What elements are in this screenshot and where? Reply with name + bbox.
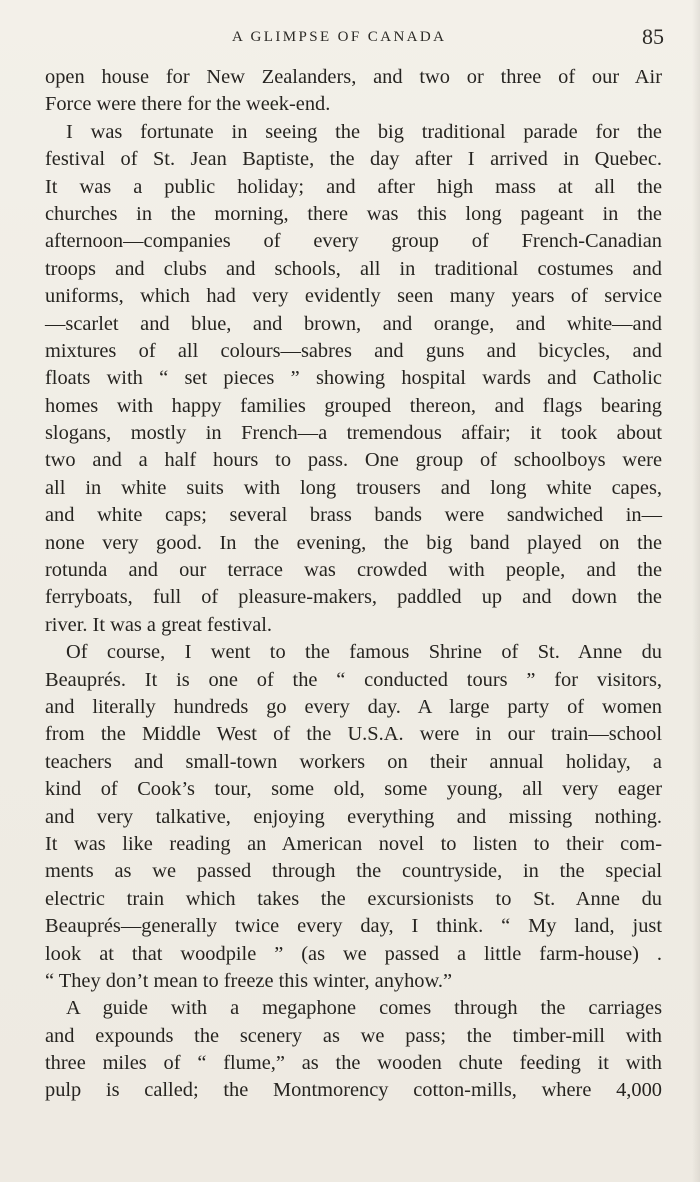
text-line: and very talkative, enjoying everything and missing nothing. — [45, 805, 662, 828]
text-line: afternoon—companies of every group of French-Canadian — [45, 230, 662, 253]
text-line: Of course, I went to the famous Shrine of St. Anne du — [66, 641, 662, 664]
text-line: homes with happy families grouped thereon, and flags bearing — [45, 394, 662, 417]
text-line: “ They don’t mean to freeze this winter, anyhow.” — [45, 969, 453, 992]
text-line: It was a public holiday; and after high mass at all the — [45, 175, 662, 198]
body-text — [45, 64, 662, 1105]
text-line: none very good. In the evening, the big band played on the — [45, 531, 662, 554]
text-line: and expounds the scenery as we pass; the timber-mill with — [45, 1024, 662, 1047]
text-line: ments as we passed through the countryside, in the special — [45, 860, 662, 883]
text-line: open house for New Zealanders, and two or three of our Air — [45, 66, 662, 88]
running-head-title: A GLIMPSE OF CANADA — [232, 29, 447, 45]
text-line: I was fortunate in seeing the big traditional parade for the — [66, 120, 662, 143]
text-line: uniforms, which had very evidently seen many years of service — [45, 285, 662, 308]
text-line: river. It was a great festival. — [45, 613, 273, 636]
text-line: slogans, mostly in French—a tremendous affair; it took about — [45, 422, 662, 445]
text-line: and white caps; several brass bands were sandwiched in— — [45, 504, 662, 527]
text-line: ferryboats, full of pleasure-makers, paddled up and down the — [45, 586, 662, 609]
text-line: mixtures of all colours—sabres and guns and bicycles, and — [45, 339, 662, 362]
text-line: two and a half hours to pass. One group of schoolboys were — [45, 449, 662, 472]
text-line: teachers and small-town workers on their annual holiday, a — [45, 750, 662, 773]
text-line: —scarlet and blue, and brown, and orange, and white—and — [45, 312, 662, 335]
text-line: A guide with a megaphone comes through the carriages — [66, 997, 662, 1020]
text-line: three miles of “ flume,” as the wooden chute feeding it with — [45, 1052, 662, 1075]
text-line: and literally hundreds go every day. A large party of women — [45, 695, 662, 718]
text-line: churches in the morning, there was this long pageant in the — [45, 202, 662, 225]
text-line: rotunda and our terrace was crowded with people, and the — [45, 559, 662, 582]
text-line: festival of St. Jean Baptiste, the day after I arrived in Quebec. — [45, 148, 662, 171]
text-line: look at that woodpile ” (as we passed a little farm-house) . — [45, 942, 662, 965]
text-line: pulp is called; the Montmorency cotton-mills, where 4,000 — [45, 1079, 662, 1102]
text-line: troops and clubs and schools, all in traditional costumes and — [45, 257, 662, 280]
text-line: all in white suits with long trousers and long white capes, — [45, 476, 662, 499]
text-line: Beauprés. It is one of the “ conducted tours ” for visitors, — [45, 668, 662, 691]
text-line: Beauprés—generally twice every day, I think. “ My land, just — [45, 915, 662, 938]
text-line: from the Middle West of the U.S.A. were in our train—school — [45, 723, 662, 746]
page-number: 85 — [642, 24, 664, 49]
text-line: floats with “ set pieces ” showing hospital wards and Catholic — [45, 367, 662, 390]
text-line: Force were there for the week-end. — [45, 93, 331, 116]
text-line: electric train which takes the excursionists to St. Anne du — [45, 887, 662, 910]
text-line: kind of Cook’s tour, some old, some young, all very eager — [45, 778, 662, 801]
text-line: It was like reading an American novel to listen to their com- — [45, 832, 662, 855]
page-edge-shadow — [692, 0, 700, 1182]
